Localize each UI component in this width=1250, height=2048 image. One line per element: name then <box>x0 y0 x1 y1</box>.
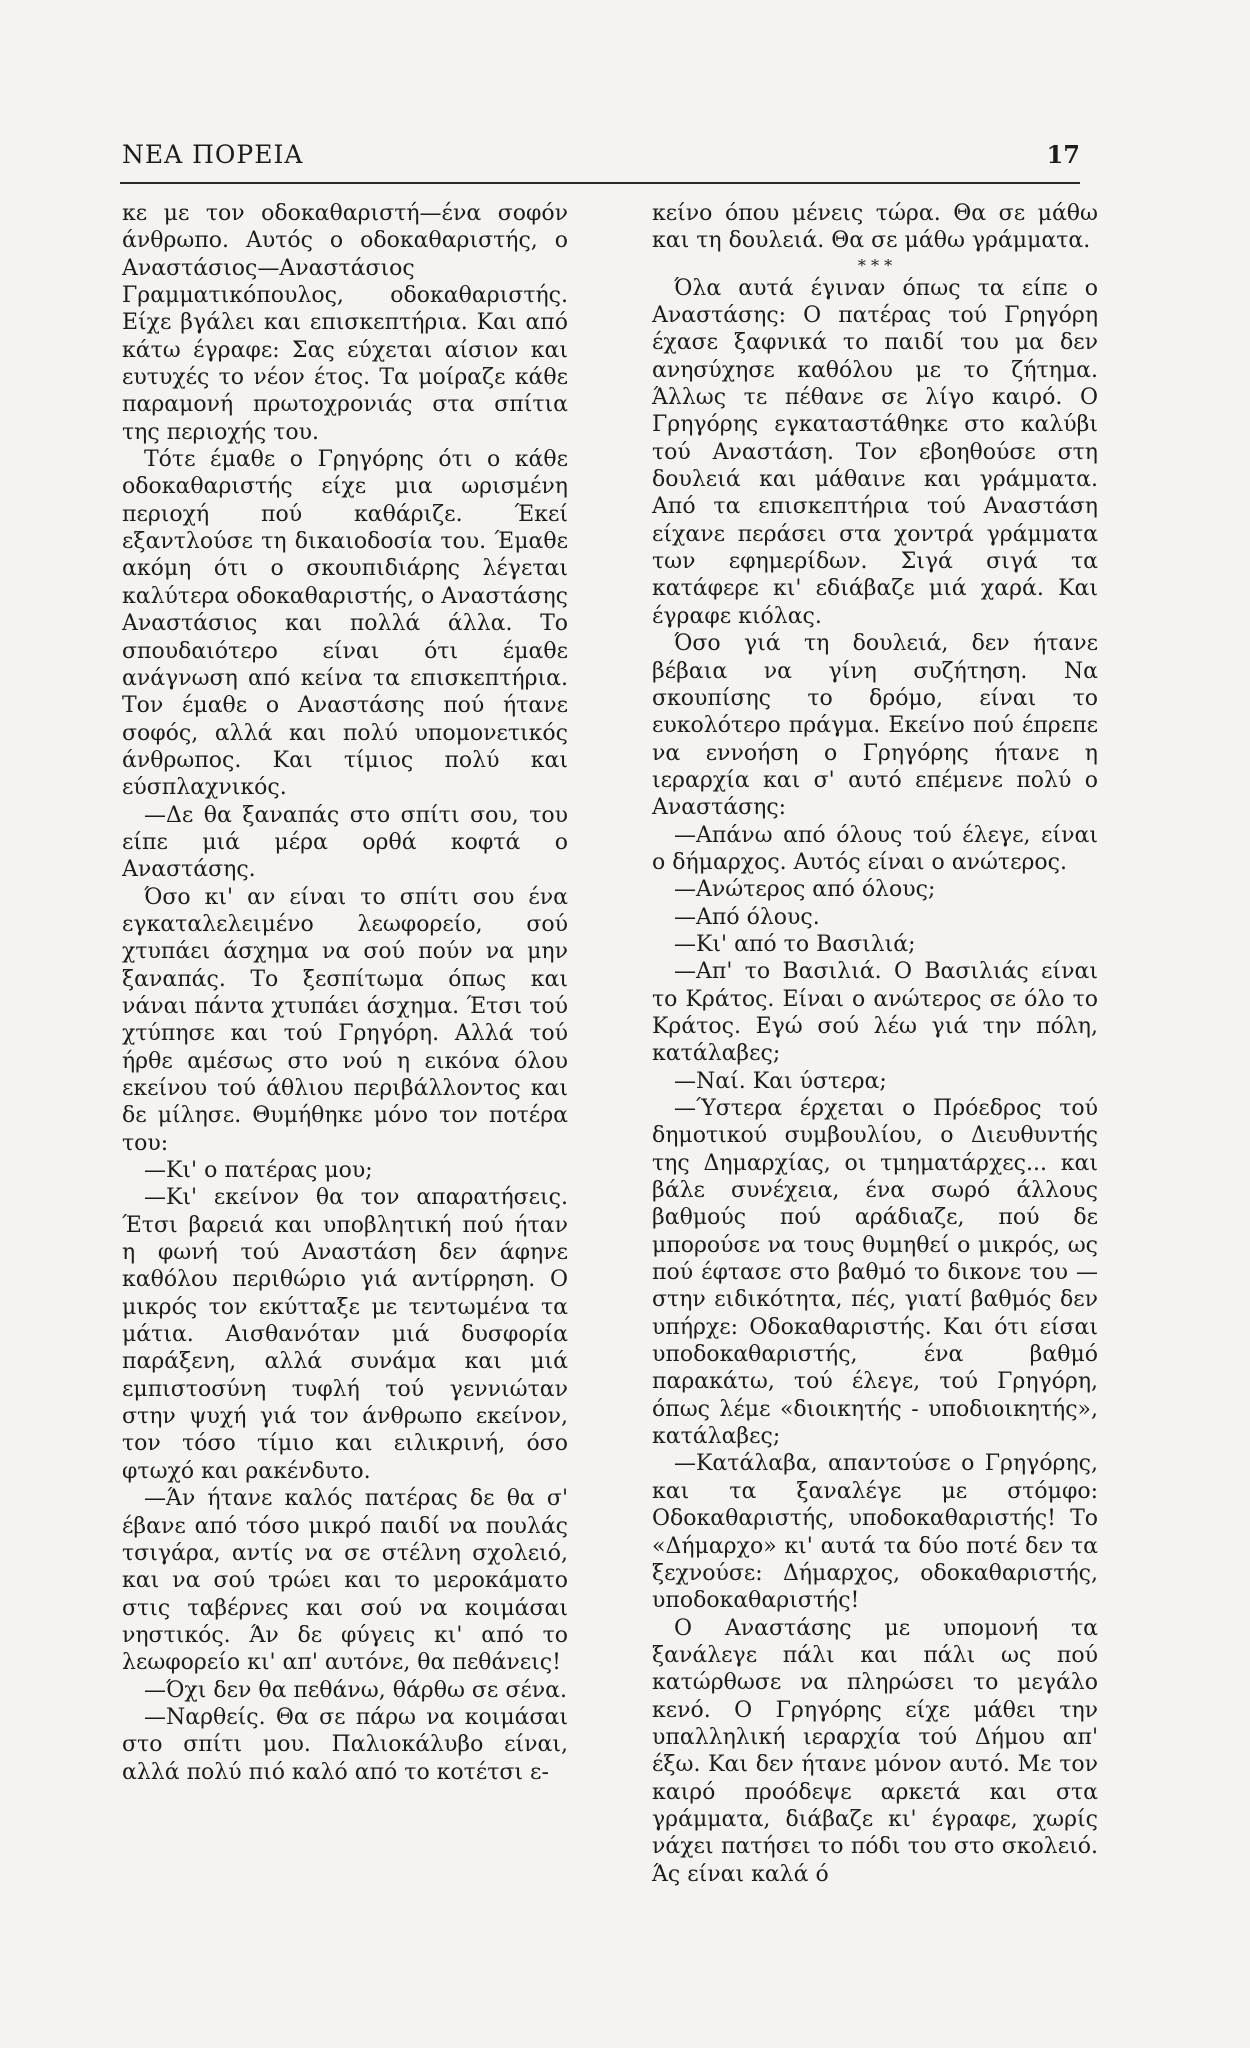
paragraph: Τότε έμαθε ο Γρηγόρης ότι ο κάθε οδοκαθαριστής είχε μια ωρισμένη περιοχή πού καθάριζε. Έκεί εξαντλούσε τη δικαιοδοσία του. Έμαθε ακόμη ότι ο σκουπιδιάρης λέγεται καλύτερα οδοκαθαριστής, ο Αναστάσης Αναστάσιος και πολλά άλλα. Το σπουδαιότερο είναι ότι έμαθε ανάγνωση από κείνα τα επισκεπτήρια. Τον έμαθε ο Αναστάσης πού ήτανε σοφός, αλλά και πολύ υπομονετικός άνθρωπος. Και τίμιος πολύ και εύσπλαχνικός. <box>122 447 568 801</box>
left-column <box>122 200 568 1786</box>
page-number: 17 <box>1046 140 1080 169</box>
paragraph: —Κατάλαβα, απαντούσε ο Γρηγόρης, και τα ξαναλέγε με στόμφο: Οδοκαθαριστής, υποδοκαθαριστής! Το «Δήμαρχο» κι' αυτά τα δύο ποτέ δεν τα ξεχνούσε: Δήμαρχος, οδοκαθαριστής, υποδοκαθαριστής! <box>652 1451 1098 1614</box>
paragraph: —Ανώτερος από όλους; <box>674 877 936 903</box>
paragraph: —Κι' ο πατέρας μου; <box>144 1158 373 1184</box>
paragraph: —Ύστερα έρχεται ο Πρόεδρος τού δημοτικού συμβουλίου, ο Διευθυντής της Δημαρχίας, οι τμηματάρχες... και βάλε συνέχεια, ένα σωρό άλλους βαθμούς πού αράδιαζε, πού δε μπορούσε να τους θυμηθεί ο μικρός, ως πού έφτασε στο βαθμό το δικονε του — στην ειδικότητα, πές, γιατί βαθμός δεν υπήρχε: Οδοκαθαριστής. Και ότι είσαι υποδοκαθαριστής, ένα βαθμό παρακάτω, τού έλεγε, τού Γρηγόρη, όπως λέμε «διοικητής - υποδιοικητής», κατάλαβες; <box>652 1096 1098 1450</box>
paragraph: —Άν ήτανε καλός πατέρας δε θα σ' έβανε από τόσο μικρό παιδί να πουλάς τσιγάρα, αντίς να σε στέλνη σχολειό, και να σού τρώει και το μεροκάματο στις ταβέρνες και σού να κοιμάσαι νηστικός. Άν δε φύγεις κι' από το λεωφορείο κι' απ' αυτόνε, θα πεθάνεις! <box>122 1486 568 1676</box>
paragraph: —Από όλους. <box>674 904 820 930</box>
paragraph: κε με τον οδοκαθαριστή—ένα σοφόν άνθρωπο. Αυτός ο οδοκαθαριστής, ο Αναστάσιος—Αναστάσιος Γραμματικόπουλος, οδοκαθαριστής. Είχε βγάλει και επισκεπτήρια. Και από κάτω έγραφε: Σας εύχεται αίσιον και ευτυχές το νέον έτος. Τα μοίραζε κάθε παραμονή πρωτοχρονιάς στα σπίτια της περιοχής του. <box>122 201 568 445</box>
right-column <box>652 200 1098 1888</box>
paragraph: —Κι' εκείνον θα τον απαρατήσεις. Έτσι βαρειά και υποβλητική πού ήταν η φωνή τού Αναστάση δεν άφηνε καθόλου περιθώριο γιά αντίρρηση. Ο μικρός τον εκύτταξε με τεντωμένα τα μάτια. Αισθανόταν μιά δυσφορία παράξενη, αλλά συνάμα και μιά εμπιστοσύνη τυφλή τού γεννιώταν στην ψυχή γιά τον άνθρωπο εκείνον, τον τόσο τίμιο και ειλικρινή, όσο φτωχό και ρακένδυτο. <box>122 1185 568 1484</box>
paragraph: —Ναί. Και ύστερα; <box>674 1068 887 1094</box>
paragraph: Ο Αναστάσης με υπομονή τα ξανάλεγε πάλι και πάλι ως πού κατώρθωσε να πληρώσει το μεγάλο κενό. Ο Γρηγόρης είχε μάθει την υπαλληλική ιεραρχία τού Δήμου απ' έξω. Και δεν ήτανε μόνον αυτό. Με τον καιρό προόδεψε αρκετά και στα γράμματα, διάβαζε κι' έγραφε, χωρίς νάχει πατήσει το πόδι του στο σκολειό. Άς είναι καλά ό <box>652 1615 1098 1887</box>
paragraph: —Όχι δεν θα πεθάνω, θάρθω σε σένα. <box>144 1677 567 1703</box>
paragraph: κείνο όπου μένεις τώρα. Θα σε μάθω και τη δουλειά. Θα σε μάθω γράμματα. <box>652 201 1098 254</box>
paragraph: Όσο κι' αν είναι το σπίτι σου ένα εγκαταλελειμένο λεωφορείο, σού χτυπάει άσχημα να σού πούν να μην ξαναπάς. Το ξεσπίτωμα όπως και νάναι πάντα χτυπάει άσχημα. Έτσι τού χτύπησε και τού Γρηγόρη. Αλλά τού ήρθε αμέσως στο νού η εικόνα όλου εκείνου τού άθλιου περιβάλλοντος και δε μίλησε. Θυμήθηκε μόνο τον ποτέρα του: <box>122 884 568 1156</box>
journal-title: ΝΕΑ ΠΟΡΕΙΑ <box>122 140 304 169</box>
paragraph: —Δε θα ξαναπάς στο σπίτι σου, του είπε μιά μέρα ορθά κοφτά ο Αναστάσης. <box>122 802 568 883</box>
paragraph: —Ναρθείς. Θα σε πάρω να κοιμάσαι στο σπίτι μου. Παλιοκάλυβο είναι, αλλά πολύ πιό καλό από το κοτέτσι ε- <box>122 1704 568 1785</box>
section-separator: * * * <box>857 255 893 275</box>
header-rule <box>120 182 1080 184</box>
paragraph: —Κι' από το Βασιλιά; <box>674 931 916 957</box>
paragraph: Όσο γιά τη δουλειά, δεν ήτανε βέβαια να γίνη συζήτηση. Να σκουπίσης το δρόμο, είναι το ευκολότερο πράγμα. Εκείνο πού έπρεπε να εννοήση ο Γρηγόρης ήτανε η ιεραρχία και σ' αυτό επέμενε πολύ ο Αναστάσης: <box>652 631 1098 821</box>
paragraph: —Απάνω από όλους τού έλεγε, είναι ο δήμαρχος. Αυτός είναι ο ανώτερος. <box>652 822 1098 875</box>
page-header <box>122 140 1080 180</box>
paragraph: —Απ' το Βασιλιά. Ο Βασιλιάς είναι το Κράτος. Είναι ο ανώτερος σε όλο το Κράτος. Εγώ σού λέω γιά την πόλη, κατάλαβες; <box>652 959 1098 1067</box>
paragraph: Όλα αυτά έγιναν όπως τα είπε ο Αναστάσης: Ο πατέρας τού Γρηγόρη έχασε ξαφνικά το παιδί του μα δεν ανησύχησε καθόλου με το ζήτημα. Άλλως τε πέθανε σε λίγο καιρό. Ο Γρηγόρης εγκαταστάθηκε στο καλύβι τού Αναστάση. Τον εβοηθούσε στη δουλειά και μάθαινε και γράμματα. Από τα επισκεπτήρια τού Αναστάση είχανε περάσει στα χοντρά γράμματα των εφημερίδων. Σιγά σιγά τα κατάφερε κι' εδιάβαζε μιά χαρά. Και έγραφε κιόλας. <box>652 275 1098 629</box>
